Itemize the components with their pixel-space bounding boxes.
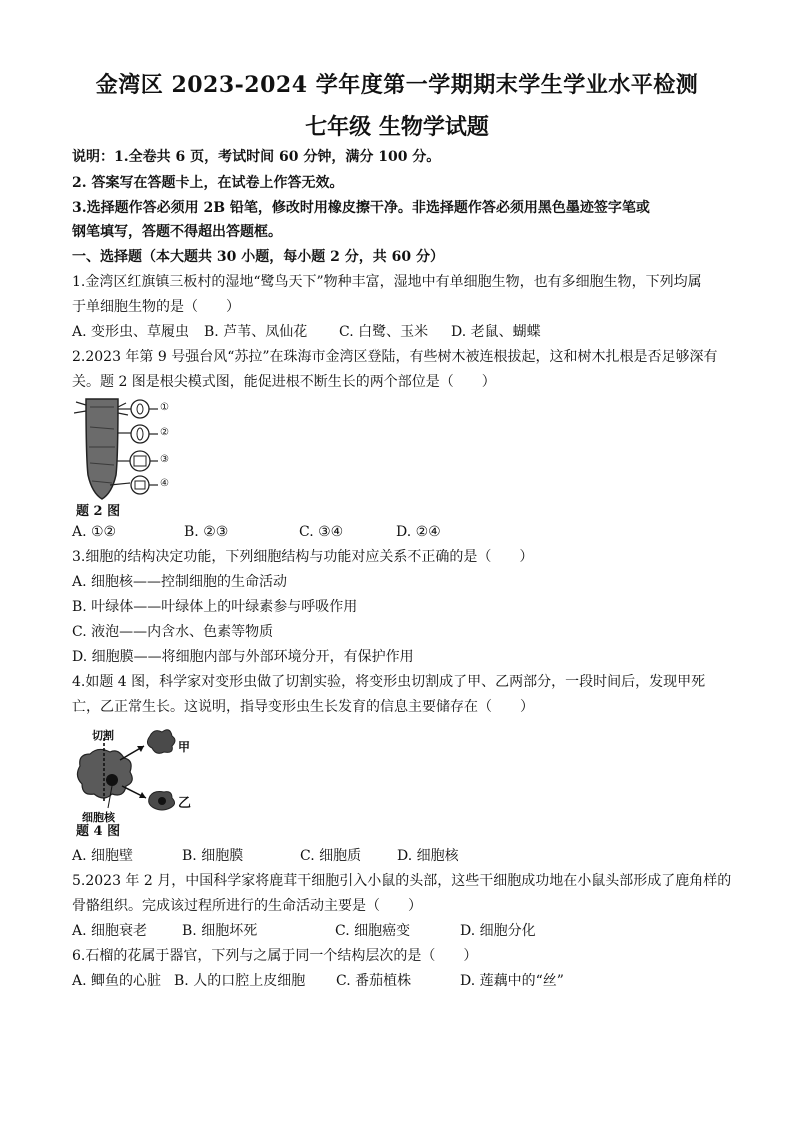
option-d: D. ②④ — [396, 524, 441, 540]
question-4-options — [72, 847, 459, 865]
question-3-option-d: D. 细胞膜——将细胞内部与外部环境分开，有保护作用 — [72, 649, 414, 665]
exam-title: 金湾区 2023-2024 学年度第一学期期末学生学业水平检测 — [95, 72, 699, 98]
question-3-text: 3.细胞的结构决定功能，下列细胞结构与功能对应关系不正确的是（ ） — [72, 549, 534, 565]
question-5-text: 5.2023 年 2 月，中国科学家将鹿茸干细胞引入小鼠的头部，这些干细胞成功地在小鼠头部形成了鹿角样的 — [72, 873, 732, 889]
option-d: D. 老鼠、蝴蝶 — [451, 324, 541, 340]
question-1-text-cont: 于单细胞生物的是（ ） — [72, 299, 240, 315]
exam-subtitle: 七年级 生物学试题 — [305, 114, 489, 140]
option-c: C. 番茄植株 — [336, 973, 412, 989]
question-6-text: 6.石榴的花属于器官，下列与之属于同一个结构层次的是（ ） — [72, 948, 478, 964]
label-nucleus: 细胞核 — [82, 811, 115, 824]
option-b: B. 细胞坏死 — [182, 923, 258, 939]
option-d: D. 细胞核 — [397, 848, 459, 864]
root-label-2: ② — [160, 427, 169, 438]
question-3-option-b: B. 叶绿体——叶绿体上的叶绿素参与呼吸作用 — [72, 599, 358, 615]
question-2-options — [72, 523, 441, 541]
question-4-text-cont: 亡，乙正常生长。这说明，指导变形虫生长发育的信息主要储存在（ ） — [72, 699, 534, 715]
note-line-4: 钢笔填写，答题不得超出答题框。 — [72, 224, 282, 240]
option-b: B. 人的口腔上皮细胞 — [174, 973, 306, 989]
option-b: B. 芦苇、凤仙花 — [204, 324, 308, 340]
option-d: D. 莲藕中的“丝” — [460, 973, 564, 989]
question-4-text: 4.如题 4 图，科学家对变形虫做了切割实验，将变形虫切割成了甲、乙两部分，一段时间后，发现甲死 — [72, 674, 706, 690]
option-a: A. 细胞壁 — [72, 848, 134, 864]
figure-4-caption: 题 4 图 — [76, 824, 121, 839]
question-5-text-cont: 骨骼组织。完成该过程所进行的生命活动主要是（ ） — [72, 898, 422, 914]
question-2-text: 2.2023 年第 9 号强台风“苏拉”在珠海市金湾区登陆，有些树木被连根拔起，这和树木扎根是否足够深有 — [72, 349, 718, 365]
question-3-option-a: A. 细胞核——控制细胞的生命活动 — [72, 574, 288, 590]
option-b: B. 细胞膜 — [182, 848, 244, 864]
option-c: C. ③④ — [299, 524, 344, 540]
label-jia: 甲 — [178, 740, 191, 754]
option-c: C. 白鹭、玉米 — [339, 324, 429, 340]
option-b: B. ②③ — [184, 524, 229, 540]
option-a: A. 变形虫、草履虫 — [72, 324, 190, 340]
option-a: A. 细胞衰老 — [72, 923, 148, 939]
option-a: A. 鲫鱼的心脏 — [72, 973, 162, 989]
question-2-text-cont: 关。题 2 图是根尖模式图，能促进根不断生长的两个部位是（ ） — [72, 374, 496, 390]
label-yi: 乙 — [178, 796, 192, 811]
section-heading: 一、选择题（本大题共 30 小题，每小题 2 分，共 60 分） — [72, 249, 444, 265]
question-5-options — [72, 922, 536, 940]
question-1-text: 1.金湾区红旗镇三板村的湿地“鹭鸟天下”物种丰富，湿地中有单细胞生物，也有多细胞生物，下列均属 — [72, 274, 702, 290]
question-1-options — [72, 323, 541, 341]
question-6-options — [72, 972, 564, 990]
option-c: C. 细胞癌变 — [335, 923, 411, 939]
option-a: A. ①② — [72, 524, 117, 540]
root-label-3: ③ — [160, 454, 169, 465]
figure-2-caption: 题 2 图 — [76, 504, 121, 519]
note-line-2: 2. 答案写在答题卡上，在试卷上作答无效。 — [72, 175, 344, 191]
root-label-1: ① — [160, 402, 169, 413]
root-label-4: ④ — [160, 478, 169, 489]
amoeba-figure — [74, 724, 204, 839]
question-3-option-c: C. 液泡——内含水、色素等物质 — [72, 624, 274, 640]
note-line-1: 说明：1.全卷共 6 页，考试时间 60 分钟，满分 100 分。 — [72, 149, 441, 165]
option-c: C. 细胞质 — [300, 848, 362, 864]
root-tip-figure — [74, 397, 184, 519]
option-d: D. 细胞分化 — [460, 923, 536, 939]
label-cut: 切割 — [92, 729, 114, 742]
note-line-3: 3.选择题作答必须用 2B 铅笔，修改时用橡皮擦干净。非选择题作答必须用黑色墨迹签字笔或 — [72, 200, 650, 216]
